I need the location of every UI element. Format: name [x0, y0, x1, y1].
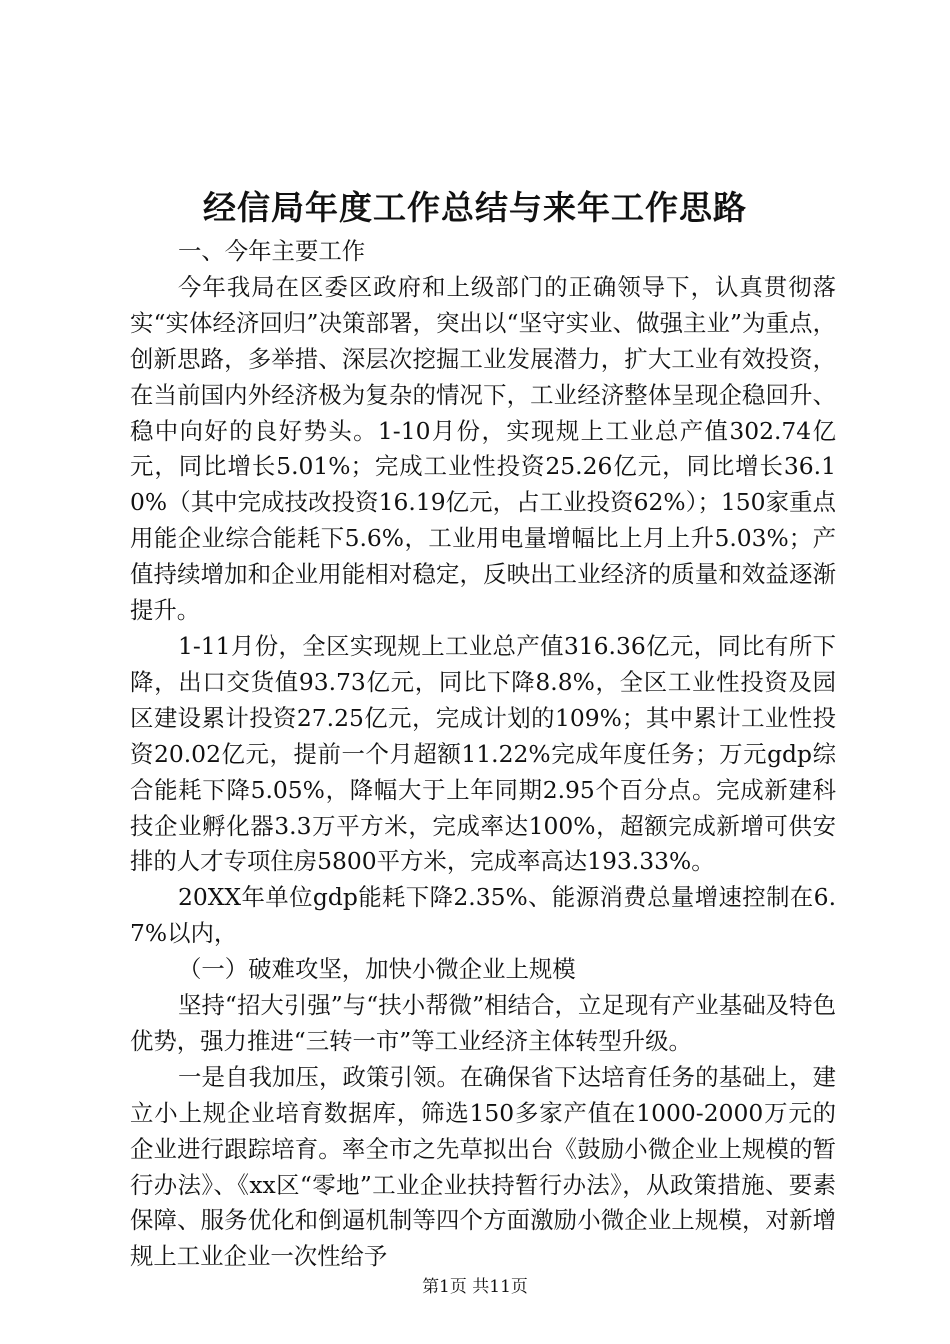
section-heading: 一、今年主要工作: [178, 237, 366, 265]
paragraph: 20XX年单位gdp能耗下降2.35%、能源消费总量增速控制在6.7%以内，: [130, 883, 836, 948]
paragraph: 坚持“招大引强”与“扶小帮微”相结合，立足现有产业基础及特色优势，强力推进“三转一市”等工业经济主体转型升级。: [130, 991, 836, 1055]
subsection-heading: （一）破难攻坚，加快小微企业上规模: [178, 955, 576, 984]
paragraph: 一是自我加压，政策引领。在确保省下达培育任务的基础上，建立小上规企业培育数据库，筛选150多家产值在1000-2000万元的企业进行跟踪培育。率全市之先草拟出台《鼓励小微企业上规模的暂行办法》、《xx区“零地”工业企业扶持暂行办法》，从政策措施、要素保障、服务优化和倒逼机制等四个方面激励小微企业上规模，对新增规上工业企业一次性给予: [130, 1062, 836, 1271]
document-body: [130, 234, 836, 1275]
page-footer: 第1页 共11页: [422, 1277, 528, 1297]
document-title: 经信局年度工作总结与来年工作思路: [203, 188, 747, 227]
paragraph: 1-11月份，全区实现规上工业总产值316.36亿元，同比有所下降，出口交货值93.73亿元，同比下降8.8%，全区工业性投资及园区建设累计投资27.25亿元，完成计划的109%；其中累计工业性投资20.02亿元，提前一个月超额11.22%完成年度任务；万元gdp综合能耗下降5.05%，降幅大于上年同期2.95个百分点。完成新建科技企业孵化器3.3万平方米，完成率达100%，超额完成新增可供安排的人才专项住房5800平方米，完成率高达193.33%。: [130, 631, 836, 876]
paragraph: 今年我局在区委区政府和上级部门的正确领导下，认真贯彻落实“实体经济回归”决策部署，突出以“坚守实业、做强主业”为重点，创新思路，多举措、深层次挖掘工业发展潜力，扩大工业有效投资，在当前国内外经济极为复杂的情况下，工业经济整体呈现企稳回升、稳中向好的良好势头。1-10月份，实现规上工业总产值302.74亿元，同比增长5.01%；完成工业性投资25.26亿元，同比增长36.10%（其中完成技改投资16.19亿元，占工业投资62%）；150家重点用能企业综合能耗下5.6%，工业用电量增幅比上月上升5.03%；产值持续增加和企业用能相对稳定，反映出工业经济的质量和效益逐渐提升。: [130, 272, 836, 625]
